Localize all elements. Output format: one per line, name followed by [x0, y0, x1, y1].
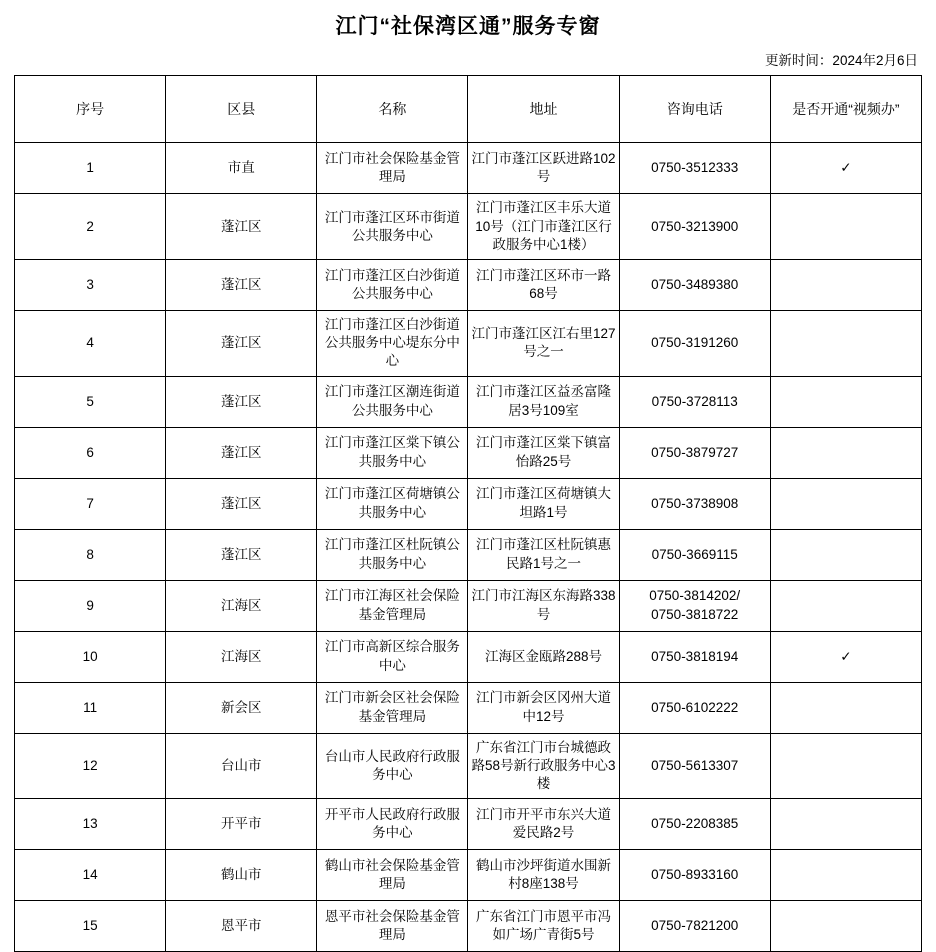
cell-address: 江门市新会区冈州大道中12号 — [468, 682, 619, 733]
update-time-label: 更新时间：2024年2月6日 — [764, 53, 918, 69]
cell-video-enabled — [770, 850, 921, 901]
cell-name: 江门市高新区综合服务中心 — [317, 631, 468, 682]
cell-address: 广东省江门市台城德政路58号新行政服务中心3楼 — [468, 733, 619, 799]
cell-no: 3 — [15, 260, 166, 311]
column-header-district: 区县 — [166, 76, 317, 143]
cell-district: 蓬江区 — [166, 478, 317, 529]
column-header-address: 地址 — [468, 76, 619, 143]
cell-address: 江门市蓬江区丰乐大道10号（江门市蓬江区行政服务中心1楼） — [468, 194, 619, 260]
cell-no: 12 — [15, 733, 166, 799]
cell-no: 10 — [15, 631, 166, 682]
cell-phone: 0750-7821200 — [619, 901, 770, 952]
table-row — [15, 733, 922, 799]
cell-address: 江门市蓬江区荷塘镇大坦路1号 — [468, 478, 619, 529]
cell-address: 广东省江门市恩平市冯如广场广青街5号 — [468, 901, 619, 952]
table-row — [15, 901, 922, 952]
cell-phone: 0750-3818194 — [619, 631, 770, 682]
cell-name: 江门市蓬江区白沙街道公共服务中心堤东分中心 — [317, 311, 468, 377]
cell-video-enabled — [770, 733, 921, 799]
column-header-no: 序号 — [15, 76, 166, 143]
cell-video-enabled — [770, 427, 921, 478]
table-head — [15, 76, 922, 143]
cell-video-enabled: ✓ — [770, 631, 921, 682]
cell-no: 13 — [15, 799, 166, 850]
cell-phone: 0750-3728113 — [619, 376, 770, 427]
phone-line: 0750-3818722 — [651, 606, 739, 622]
table-row — [15, 194, 922, 260]
table-row — [15, 580, 922, 631]
cell-address: 江门市蓬江区棠下镇富怡路25号 — [468, 427, 619, 478]
page-title: 江门“社保湾区通”服务专窗 — [335, 15, 601, 38]
table-body — [15, 143, 922, 952]
cell-no: 4 — [15, 311, 166, 377]
cell-address: 鹤山市沙坪街道水围新村8座138号 — [468, 850, 619, 901]
cell-no: 14 — [15, 850, 166, 901]
cell-district: 蓬江区 — [166, 376, 317, 427]
table-row — [15, 376, 922, 427]
cell-video-enabled — [770, 529, 921, 580]
table-row — [15, 311, 922, 377]
cell-district: 新会区 — [166, 682, 317, 733]
cell-name: 江门市蓬江区白沙街道公共服务中心 — [317, 260, 468, 311]
cell-no: 6 — [15, 427, 166, 478]
cell-no: 11 — [15, 682, 166, 733]
cell-name: 开平市人民政府行政服务中心 — [317, 799, 468, 850]
cell-phone — [619, 580, 770, 631]
table-row — [15, 850, 922, 901]
cell-address: 江门市开平市东兴大道爱民路2号 — [468, 799, 619, 850]
cell-video-enabled — [770, 194, 921, 260]
phone-line: 0750-3814202/ — [649, 588, 741, 604]
cell-no: 2 — [15, 194, 166, 260]
cell-district: 台山市 — [166, 733, 317, 799]
cell-no: 15 — [15, 901, 166, 952]
cell-video-enabled — [770, 376, 921, 427]
cell-address: 江门市蓬江区环市一路68号 — [468, 260, 619, 311]
cell-name: 江门市蓬江区杜阮镇公共服务中心 — [317, 529, 468, 580]
cell-phone: 0750-6102222 — [619, 682, 770, 733]
cell-name: 江门市蓬江区棠下镇公共服务中心 — [317, 427, 468, 478]
table-row — [15, 631, 922, 682]
table-row — [15, 478, 922, 529]
cell-district: 蓬江区 — [166, 311, 317, 377]
table-row — [15, 682, 922, 733]
cell-video-enabled — [770, 260, 921, 311]
cell-phone: 0750-8933160 — [619, 850, 770, 901]
cell-district: 蓬江区 — [166, 529, 317, 580]
cell-phone: 0750-5613307 — [619, 733, 770, 799]
column-header-name: 名称 — [317, 76, 468, 143]
cell-address: 江门市蓬江区益丞富隆居3号109室 — [468, 376, 619, 427]
cell-address: 江门市蓬江区江右里127号之一 — [468, 311, 619, 377]
table-header-row — [15, 76, 922, 143]
table-row — [15, 260, 922, 311]
cell-district: 开平市 — [166, 799, 317, 850]
cell-no: 1 — [15, 143, 166, 194]
cell-video-enabled — [770, 478, 921, 529]
cell-video-enabled — [770, 901, 921, 952]
cell-name: 鹤山市社会保险基金管理局 — [317, 850, 468, 901]
cell-name: 江门市新会区社会保险基金管理局 — [317, 682, 468, 733]
cell-district: 蓬江区 — [166, 194, 317, 260]
table-row — [15, 427, 922, 478]
column-header-phone: 咨询电话 — [619, 76, 770, 143]
cell-phone: 0750-3879727 — [619, 427, 770, 478]
cell-name: 江门市蓬江区潮连街道公共服务中心 — [317, 376, 468, 427]
cell-phone: 0750-3191260 — [619, 311, 770, 377]
cell-address: 江门市蓬江区跃进路102号 — [468, 143, 619, 194]
cell-name: 江门市蓬江区环市街道公共服务中心 — [317, 194, 468, 260]
cell-name: 江门市蓬江区荷塘镇公共服务中心 — [317, 478, 468, 529]
cell-no: 8 — [15, 529, 166, 580]
cell-video-enabled — [770, 580, 921, 631]
cell-district: 鹤山市 — [166, 850, 317, 901]
service-window-table — [14, 75, 922, 952]
cell-district: 蓬江区 — [166, 260, 317, 311]
column-header-video: 是否开通“视频办” — [770, 76, 921, 143]
cell-phone: 0750-2208385 — [619, 799, 770, 850]
cell-phone: 0750-3738908 — [619, 478, 770, 529]
table-row — [15, 143, 922, 194]
cell-district: 市直 — [166, 143, 317, 194]
cell-video-enabled — [770, 682, 921, 733]
cell-name: 恩平市社会保险基金管理局 — [317, 901, 468, 952]
cell-name: 江门市江海区社会保险基金管理局 — [317, 580, 468, 631]
cell-name: 江门市社会保险基金管理局 — [317, 143, 468, 194]
cell-video-enabled — [770, 799, 921, 850]
table-row — [15, 799, 922, 850]
cell-no: 7 — [15, 478, 166, 529]
cell-district: 恩平市 — [166, 901, 317, 952]
cell-phone: 0750-3489380 — [619, 260, 770, 311]
cell-district: 江海区 — [166, 580, 317, 631]
cell-district: 蓬江区 — [166, 427, 317, 478]
cell-no: 5 — [15, 376, 166, 427]
cell-district: 江海区 — [166, 631, 317, 682]
cell-address: 江门市蓬江区杜阮镇惠民路1号之一 — [468, 529, 619, 580]
cell-phone: 0750-3669115 — [619, 529, 770, 580]
table-row — [15, 529, 922, 580]
cell-video-enabled: ✓ — [770, 143, 921, 194]
cell-phone: 0750-3213900 — [619, 194, 770, 260]
cell-address: 江门市江海区东海路338号 — [468, 580, 619, 631]
cell-video-enabled — [770, 311, 921, 377]
cell-address: 江海区金瓯路288号 — [468, 631, 619, 682]
cell-name: 台山市人民政府行政服务中心 — [317, 733, 468, 799]
cell-phone: 0750-3512333 — [619, 143, 770, 194]
cell-no: 9 — [15, 580, 166, 631]
